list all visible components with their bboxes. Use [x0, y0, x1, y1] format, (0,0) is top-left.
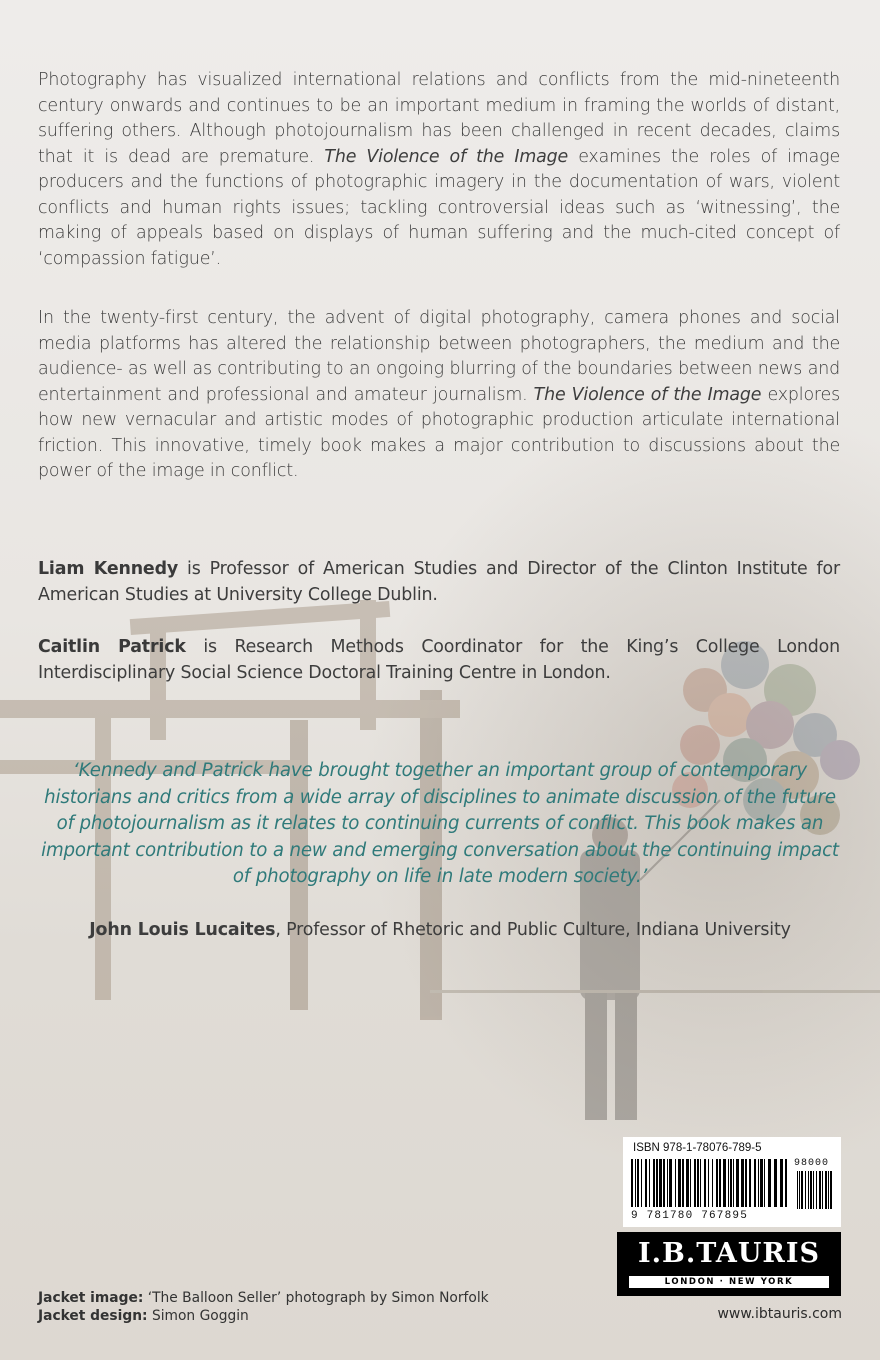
author-name: Liam Kennedy [38, 559, 179, 579]
barcode-number: 9 781780 767895 [631, 1210, 749, 1222]
author-bio-text: is Professor of American Studies and Director of the Clinton Institute for American Studies at University College Dublin. [38, 559, 840, 605]
endorser-name: John Louis Lucaites [89, 920, 276, 940]
author-bio-kennedy [38, 557, 840, 608]
credit-text: Simon Goggin [147, 1308, 249, 1324]
description-text: In the twenty-first century, the advent of digital photography, camera phones and social media platforms has altered the relationship between photographers, the medium and the audience- as well as contributing to an ongoing blurring of the boundaries between news and entertainment and professional and amateur journalism. [38, 308, 840, 405]
endorser-affiliation: , Professor of Rhetoric and Public Culture, Indiana University [275, 920, 791, 940]
jacket-credits [38, 1289, 489, 1325]
publisher-website: www.ibtauris.com [717, 1306, 842, 1322]
publisher-name: I.B.TAURIS [638, 1238, 820, 1269]
book-title: The Violence of the Image [324, 146, 569, 167]
description-paragraph-1 [38, 68, 840, 272]
publisher-cities: LONDON · NEW YORK [664, 1277, 794, 1287]
isbn-barcode [623, 1137, 841, 1227]
description-text: examines the roles of image producers and the functions of photographic imagery in the documentation of wars, violent conflicts and human rights issues; tackling controversial ideas such as ‘witnessing’, the making of appeals based on displays of human suffering and the much-cited concept of ‘compassion fatigue’. [38, 146, 841, 269]
endorsement-attribution [36, 920, 844, 940]
book-title: The Violence of the Image [533, 384, 762, 405]
credit-text: ‘The Balloon Seller’ photograph by Simon Norfolk [143, 1290, 489, 1306]
author-name: Caitlin Patrick [38, 637, 186, 657]
credit-label: Jacket design: [38, 1308, 148, 1324]
endorsement-quote: ‘Kennedy and Patrick have brought together an important group of contemporary historians and critics from a wide array of disciplines to animate discussion of the future of photojournalism as it relates to continuing currents of conflict. This book makes an important contribution to a new and emerging conversation about the continuing impact of photography on life in late modern society.’ [41, 760, 839, 888]
author-bio-patrick [38, 635, 840, 686]
description-text: Photography has visualized international relations and conflicts from the mid-nineteenth century onwards and continues to be an important medium in framing the worlds of distant, suffering others. Although photojournalism has been challenged in recent decades, claims that it is dead are premature. [38, 70, 840, 167]
isbn-label: ISBN 978-1-78076-789-5 [633, 1142, 762, 1154]
barcode-addon: 98000 [794, 1158, 830, 1169]
description-text: explores how new vernacular and artistic modes of photographic production articulate international friction. This innovative, timely book makes a major contribution to discussions about the power of the image in conflict. [38, 384, 841, 481]
jacket-image-credit [38, 1289, 489, 1307]
credit-label: Jacket image: [38, 1290, 144, 1306]
description-paragraph-2 [38, 306, 840, 485]
publisher-logo [617, 1232, 841, 1296]
jacket-design-credit [38, 1307, 489, 1325]
author-bio-text: is Research Methods Coordinator for the King’s College London Interdisciplinary Social Science Doctoral Training Centre in London. [38, 637, 840, 683]
